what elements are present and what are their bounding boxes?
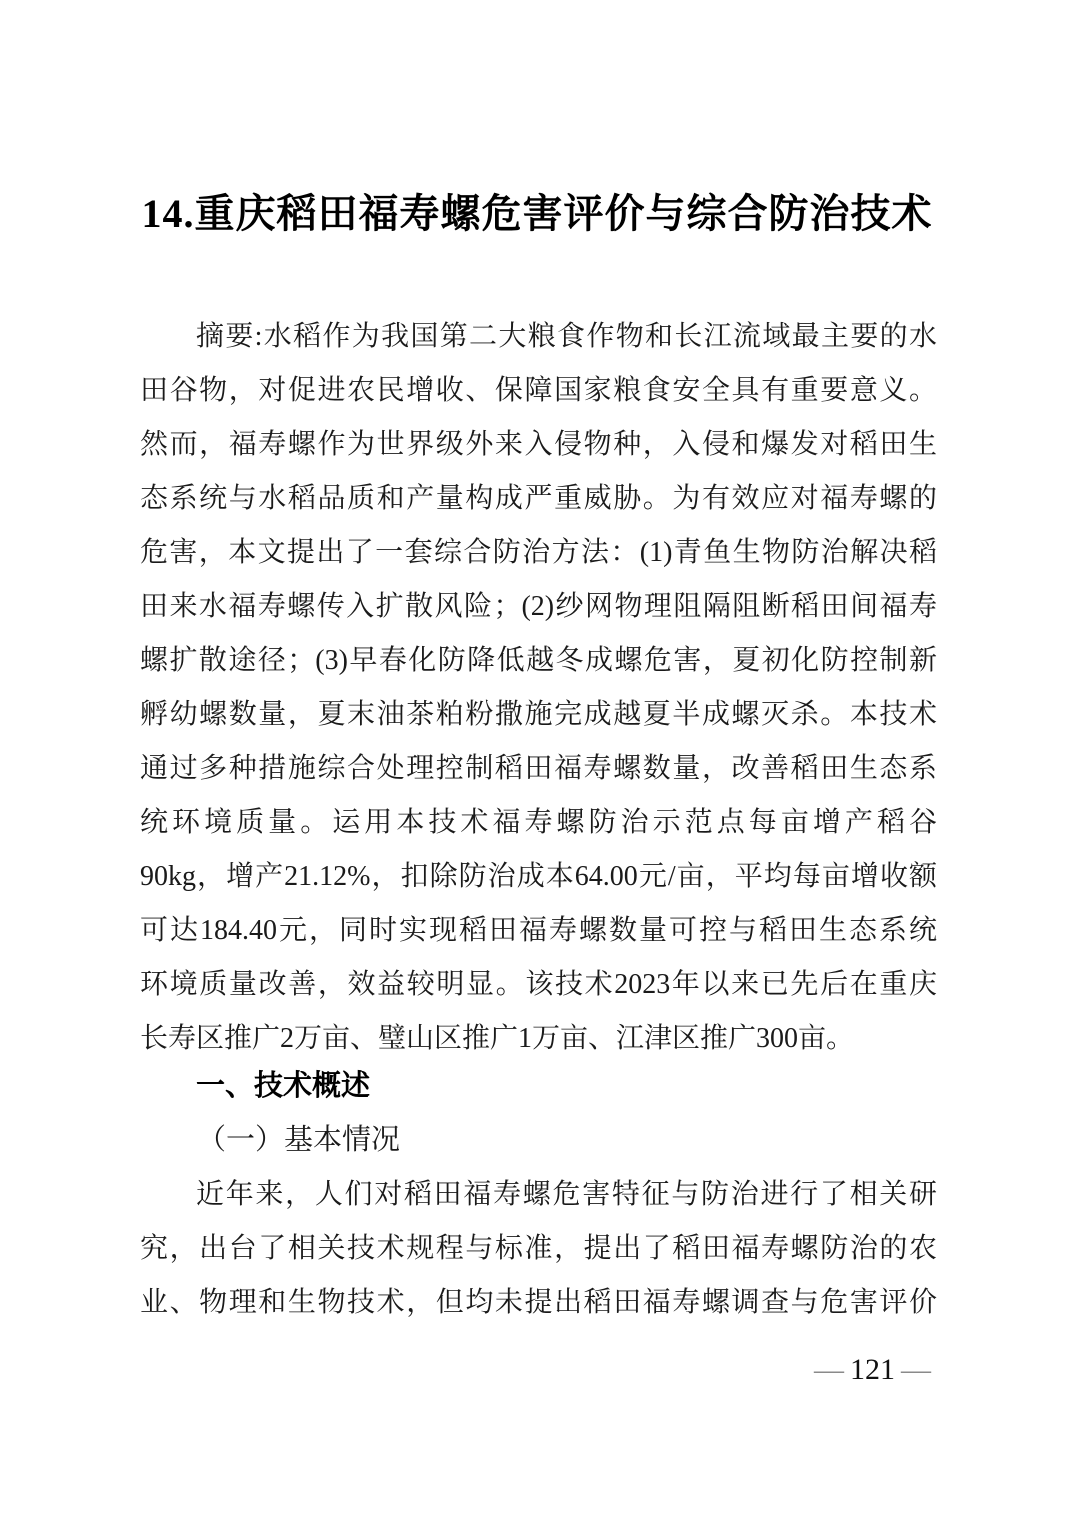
abstract-line: 然而，福寿螺作为世界级外来入侵物种，入侵和爆发对稻田生 <box>140 429 937 460</box>
page-number-dash-right: — <box>901 1353 931 1386</box>
page-title: 14.重庆稻田福寿螺危害评价与综合防治技术 <box>141 191 933 236</box>
abstract-line: 螺扩散途径；(3)早春化防降低越冬成螺危害，夏初化防控制新 <box>140 645 937 676</box>
abstract-line: 通过多种措施综合处理控制稻田福寿螺数量，改善稻田生态系 <box>140 753 937 784</box>
body-paragraph <box>140 1168 937 1330</box>
abstract-paragraph <box>140 310 937 1066</box>
abstract-line: 孵幼螺数量，夏末油茶粕粉撒施完成越夏半成螺灭杀。本技术 <box>140 699 937 730</box>
abstract-line: 危害，本文提出了一套综合防治方法：(1)青鱼生物防治解决稻 <box>140 537 937 568</box>
paragraph-line: 近年来，人们对稻田福寿螺危害特征与防治进行了相关研 <box>196 1179 937 1210</box>
page-number <box>808 1352 937 1388</box>
section-heading-technology-overview: 一、技术概述 <box>196 1070 371 1102</box>
abstract-line: 态系统与水稻品质和产量构成严重威胁。为有效应对福寿螺的 <box>140 483 937 514</box>
abstract-line: 环境质量改善，效益较明显。该技术2023年以来已先后在重庆 <box>140 969 937 1000</box>
abstract-line: 可达184.40元，同时实现稻田福寿螺数量可控与稻田生态系统 <box>140 915 937 946</box>
abstract-line: 田来水福寿螺传入扩散风险；(2)纱网物理阻隔阻断稻田间福寿 <box>140 591 937 622</box>
abstract-line: 90kg，增产21.12%，扣除防治成本64.00元/亩，平均每亩增收额 <box>140 861 937 892</box>
page-number-value: 121 <box>850 1353 895 1386</box>
page-number-dash-left: — <box>814 1353 844 1386</box>
abstract-line: 田谷物，对促进农民增收、保障国家粮食安全具有重要意义。 <box>140 375 937 406</box>
paragraph-line: 究，出台了相关技术规程与标准，提出了稻田福寿螺防治的农 <box>140 1233 937 1264</box>
paragraph-line: 业、物理和生物技术，但均未提出稻田福寿螺调查与危害评价 <box>140 1287 937 1318</box>
abstract-line: 摘要:水稻作为我国第二大粮食作物和长江流域最主要的水 <box>196 321 937 352</box>
subsection-heading-basic-situation: （一）基本情况 <box>197 1124 401 1156</box>
abstract-line: 长寿区推广2万亩、璧山区推广1万亩、江津区推广300亩。 <box>140 1023 855 1054</box>
abstract-line: 统环境质量。运用本技术福寿螺防治示范点每亩增产稻谷 <box>140 807 937 838</box>
